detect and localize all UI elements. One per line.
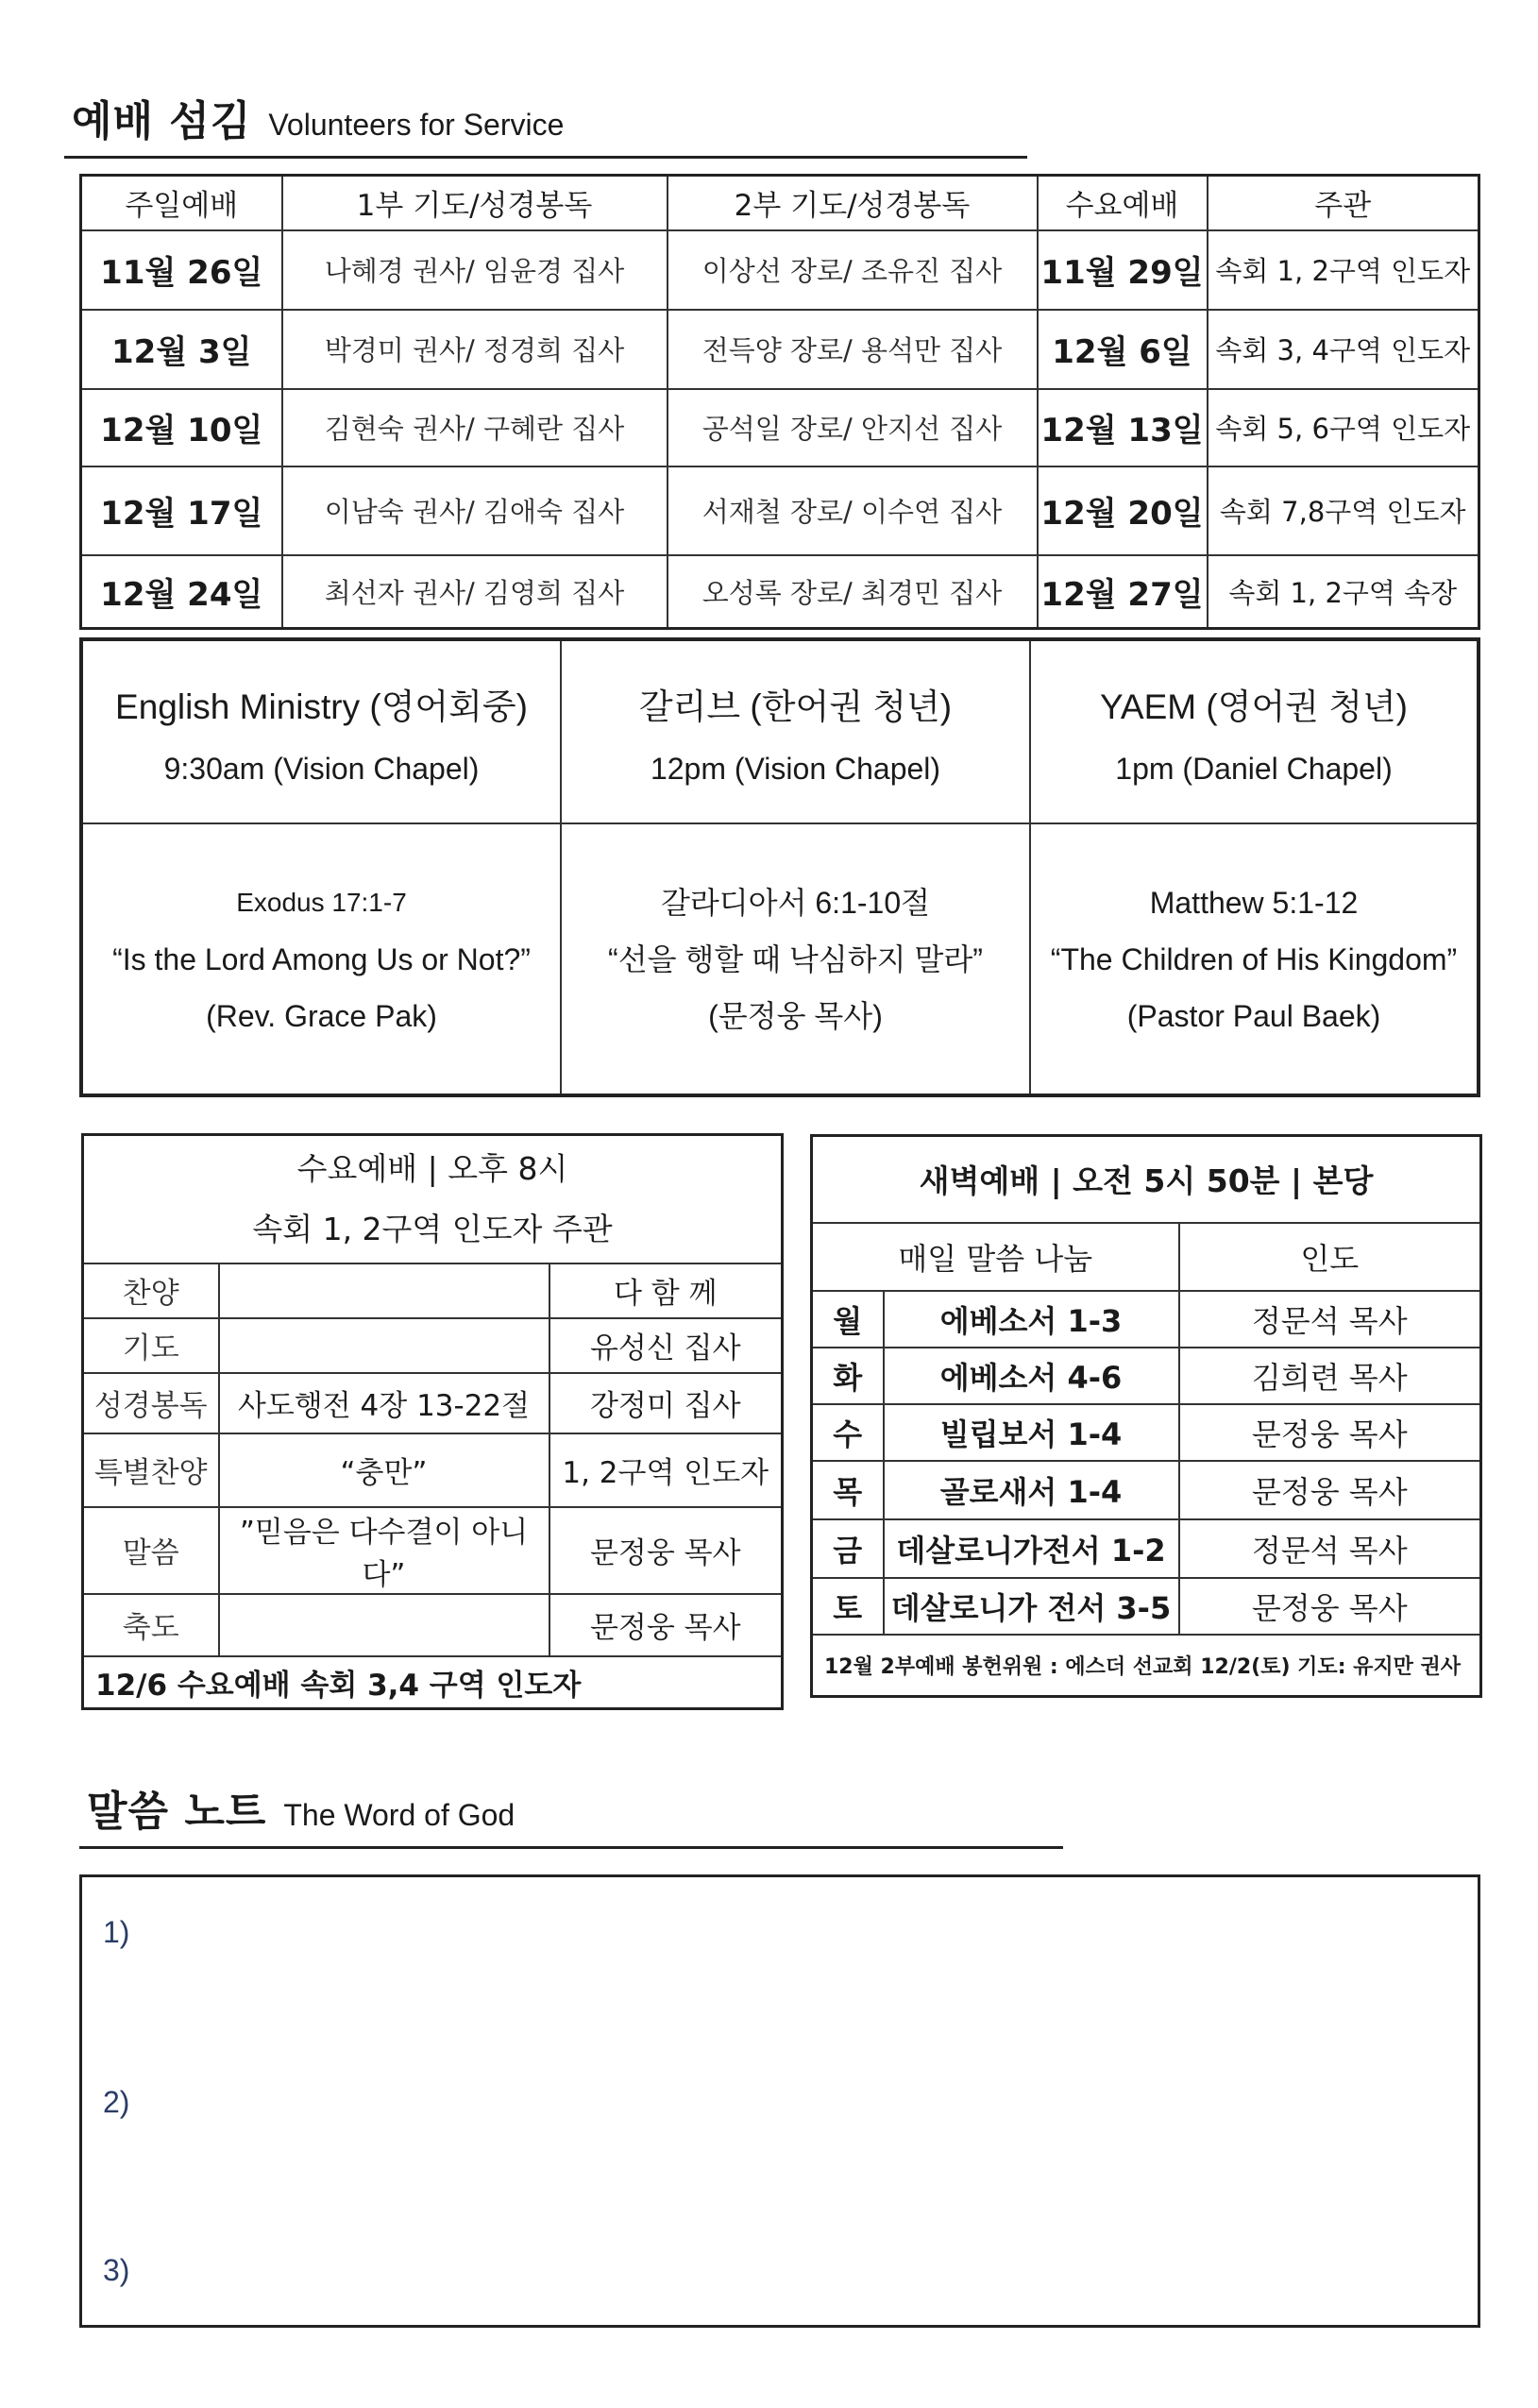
ministry-sermon-em <box>83 824 562 1094</box>
order-content <box>219 1318 549 1373</box>
order-content <box>219 1263 549 1318</box>
wednesday-title: 수요예배 | 오후 8시 <box>296 1149 568 1187</box>
dawn-day: 토 <box>812 1578 884 1635</box>
ministry-header-yaem <box>1031 641 1477 824</box>
second-service-volunteers: 공석일 장로/ 안지선 집사 <box>668 389 1038 466</box>
dawn-leader: 문정웅 목사 <box>1179 1404 1481 1461</box>
volunteers-title-en: Volunteers for Service <box>268 108 565 142</box>
wednesday-date: 12월 27일 <box>1038 555 1208 629</box>
table-row <box>81 555 1479 629</box>
note-item-2: 2) <box>103 2085 130 2119</box>
sermon-preacher: (Pastor Paul Baek) <box>1126 998 1381 1033</box>
sermon-preacher: (문정웅 목사) <box>708 998 883 1033</box>
wednesday-date: 12월 20일 <box>1038 466 1208 555</box>
dawn-reading: 골로새서 1-4 <box>884 1461 1179 1519</box>
dawn-leader: 문정웅 목사 <box>1179 1461 1481 1519</box>
volunteers-table <box>79 174 1480 630</box>
header-sunday: 주일예배 <box>81 176 282 230</box>
sermon-scripture: 갈라디아서 6:1-10절 <box>660 885 931 920</box>
table-row <box>81 466 1479 555</box>
sermon-title: “Is the Lord Among Us or Not?” <box>112 941 531 976</box>
offering-note: 12월 2부예배 봉헌위원 : 에스더 선교회 12/2(토) 기도: 유지만 권사 <box>812 1635 1481 1697</box>
order-person: 유성신 집사 <box>549 1318 783 1373</box>
wednesday-date: 12월 13일 <box>1038 389 1208 466</box>
wednesday-date: 12월 6일 <box>1038 310 1208 389</box>
word-title-en: The Word of God <box>283 1798 515 1832</box>
ministry-header-galeed <box>562 641 1031 824</box>
dawn-leader: 문정웅 목사 <box>1179 1578 1481 1635</box>
order-person: 문정웅 목사 <box>549 1507 783 1594</box>
header-wednesday: 수요예배 <box>1038 176 1208 230</box>
dawn-reading: 데살로니가전서 1-2 <box>884 1519 1179 1578</box>
order-label: 축도 <box>83 1594 219 1656</box>
wednesday-subtitle: 속회 1, 2구역 인도자 주관 <box>252 1210 613 1247</box>
ministry-time: 9:30am (Vision Chapel) <box>163 751 480 786</box>
dawn-day: 월 <box>812 1291 884 1348</box>
order-label: 성경봉독 <box>83 1373 219 1433</box>
ministry-sermon-yaem <box>1031 824 1477 1094</box>
wednesday-date: 11월 29일 <box>1038 230 1208 310</box>
table-row <box>812 1291 1481 1348</box>
header-lead: 주관 <box>1208 176 1479 230</box>
note-item-3: 3) <box>103 2253 130 2287</box>
dawn-leader: 정문석 목사 <box>1179 1519 1481 1578</box>
volunteers-heading <box>64 87 1027 159</box>
dawn-reading: 빌립보서 1-4 <box>884 1404 1179 1461</box>
sermon-scripture: Exodus 17:1-7 <box>236 887 407 917</box>
table-row <box>83 1373 783 1433</box>
first-service-volunteers: 이남숙 권사/ 김애숙 집사 <box>282 466 668 555</box>
second-service-volunteers: 전득양 장로/ 용석만 집사 <box>668 310 1038 389</box>
header-second-service: 2부 기도/성경봉독 <box>668 176 1038 230</box>
dawn-title: 새벽예배 | 오전 5시 50분 | 본당 <box>812 1136 1481 1223</box>
table-row <box>83 1433 783 1507</box>
lead-group: 속회 1, 2구역 인도자 <box>1208 230 1479 310</box>
wednesday-footer: 12/6 수요예배 속회 3,4 구역 인도자 <box>83 1656 783 1709</box>
order-content <box>219 1594 549 1656</box>
ministries-grid <box>79 637 1480 1097</box>
table-row <box>812 1578 1481 1635</box>
first-service-volunteers: 김현숙 권사/ 구혜란 집사 <box>282 389 668 466</box>
dawn-day: 목 <box>812 1461 884 1519</box>
dawn-day: 화 <box>812 1348 884 1404</box>
dawn-leader: 정문석 목사 <box>1179 1291 1481 1348</box>
ministry-title: YAEM (영어권 청년) <box>1099 687 1409 726</box>
ministry-time: 1pm (Daniel Chapel) <box>1115 751 1393 786</box>
order-person: 문정웅 목사 <box>549 1594 783 1656</box>
table-row <box>83 1263 783 1318</box>
word-heading <box>79 1777 1063 1849</box>
table-row <box>81 310 1479 389</box>
table-row <box>812 1519 1481 1578</box>
ministry-title: 갈리브 (한어권 청년) <box>638 687 953 726</box>
ministry-sermon-galeed <box>562 824 1031 1094</box>
volunteers-header-row <box>81 176 1479 230</box>
lead-group: 속회 3, 4구역 인도자 <box>1208 310 1479 389</box>
order-content: “충만” <box>219 1433 549 1507</box>
table-row <box>83 1594 783 1656</box>
table-row <box>81 389 1479 466</box>
sunday-date: 11월 26일 <box>81 230 282 310</box>
dawn-leader: 김희련 목사 <box>1179 1348 1481 1404</box>
word-title-ko: 말씀 노트 <box>87 1788 267 1836</box>
order-label: 말씀 <box>83 1507 219 1594</box>
dawn-day: 수 <box>812 1404 884 1461</box>
sermon-preacher: (Rev. Grace Pak) <box>206 998 437 1033</box>
table-row <box>812 1404 1481 1461</box>
order-person: 다 함 께 <box>549 1263 783 1318</box>
order-content: ”믿음은 다수결이 아니다” <box>219 1507 549 1594</box>
sunday-date: 12월 10일 <box>81 389 282 466</box>
header-first-service: 1부 기도/성경봉독 <box>282 176 668 230</box>
note-item-1: 1) <box>103 1915 130 1949</box>
table-row <box>83 1507 783 1594</box>
ministry-time: 12pm (Vision Chapel) <box>650 751 941 786</box>
second-service-volunteers: 오성록 장로/ 최경민 집사 <box>668 555 1038 629</box>
lead-group: 속회 1, 2구역 속장 <box>1208 555 1479 629</box>
dawn-reading: 에베소서 1-3 <box>884 1291 1179 1348</box>
wednesday-title-cell <box>83 1135 783 1263</box>
dawn-reading: 데살로니가 전서 3-5 <box>884 1578 1179 1635</box>
sunday-date: 12월 3일 <box>81 310 282 389</box>
sermon-title: “The Children of His Kingdom” <box>1050 941 1458 976</box>
dawn-service-table <box>810 1134 1482 1698</box>
table-row <box>81 230 1479 310</box>
order-label: 찬양 <box>83 1263 219 1318</box>
table-row <box>812 1348 1481 1404</box>
wednesday-service-table <box>81 1133 784 1710</box>
sermon-scripture: Matthew 5:1-12 <box>1149 885 1359 920</box>
dawn-day: 금 <box>812 1519 884 1578</box>
dawn-header-leader: 인도 <box>1179 1223 1481 1291</box>
ministry-title: English Ministry (영어회중) <box>115 687 528 726</box>
second-service-volunteers: 이상선 장로/ 조유진 집사 <box>668 230 1038 310</box>
order-content: 사도행전 4장 13-22절 <box>219 1373 549 1433</box>
second-service-volunteers: 서재철 장로/ 이수연 집사 <box>668 466 1038 555</box>
first-service-volunteers: 나혜경 권사/ 임윤경 집사 <box>282 230 668 310</box>
order-label: 기도 <box>83 1318 219 1373</box>
lead-group: 속회 5, 6구역 인도자 <box>1208 389 1479 466</box>
first-service-volunteers: 박경미 권사/ 정경희 집사 <box>282 310 668 389</box>
dawn-reading: 에베소서 4-6 <box>884 1348 1179 1404</box>
volunteers-title-ko: 예배 섬김 <box>72 97 252 145</box>
table-row <box>812 1461 1481 1519</box>
order-person: 1, 2구역 인도자 <box>549 1433 783 1507</box>
lead-group: 속회 7,8구역 인도자 <box>1208 466 1479 555</box>
order-person: 강정미 집사 <box>549 1373 783 1433</box>
sermon-notes-box[interactable] <box>79 1874 1480 2328</box>
sermon-title: “선을 행할 때 낙심하지 말라” <box>608 941 983 976</box>
first-service-volunteers: 최선자 권사/ 김영희 집사 <box>282 555 668 629</box>
order-label: 특별찬양 <box>83 1433 219 1507</box>
table-row <box>83 1318 783 1373</box>
sunday-date: 12월 17일 <box>81 466 282 555</box>
dawn-header-reading: 매일 말씀 나눔 <box>812 1223 1179 1291</box>
sunday-date: 12월 24일 <box>81 555 282 629</box>
ministry-header-em <box>83 641 562 824</box>
